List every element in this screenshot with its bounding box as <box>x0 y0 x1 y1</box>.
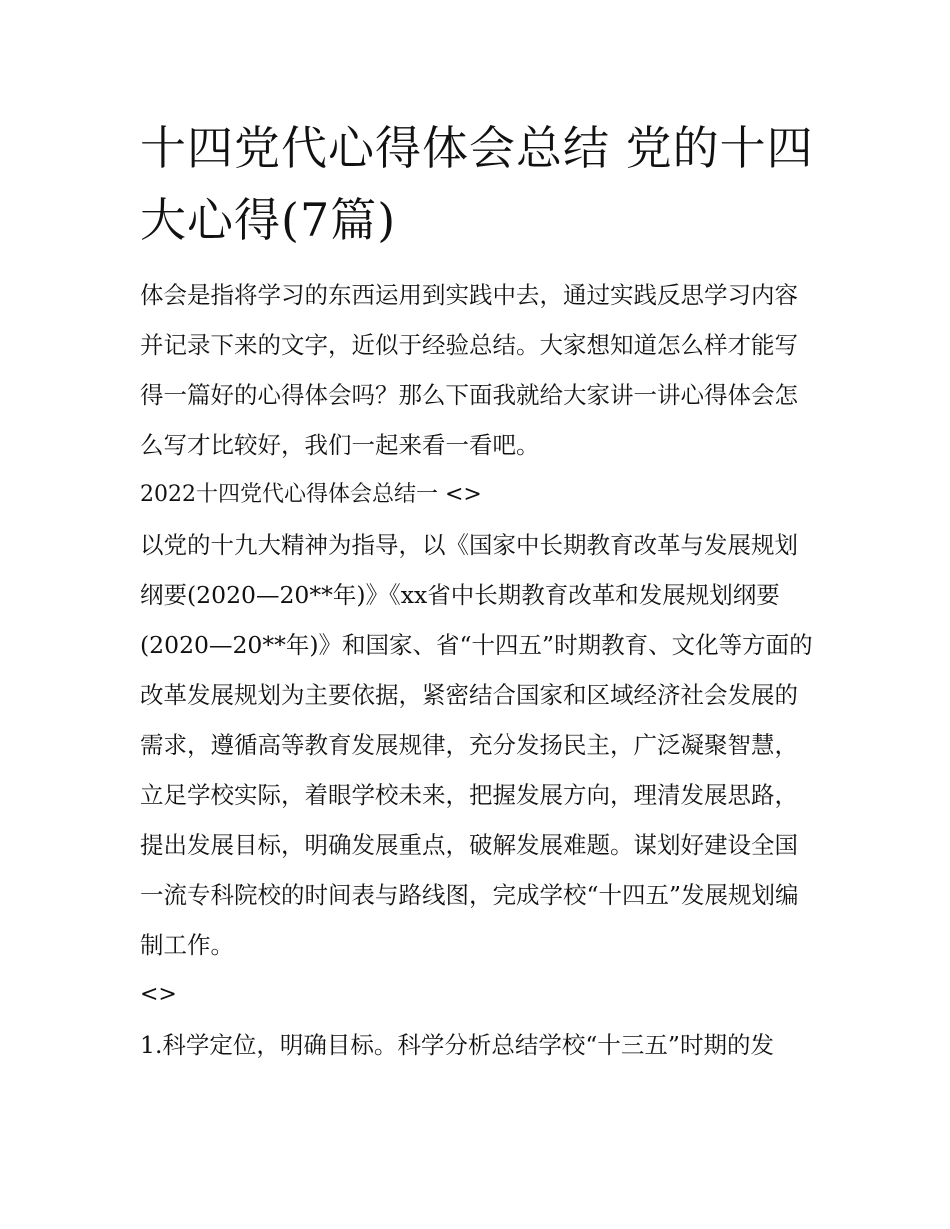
body-paragraph-2: 1.科学定位，明确目标。科学分析总结学校“十三五”时期的发 <box>140 1031 774 1059</box>
intro-paragraph: 体会是指将学习的东西运用到实践中去，通过实践反思学习内容并记录下来的文字，近似于经验总结。大家想知道怎么样才能写得一篇好的心得体会吗？那么下面我就给大家讲一讲心得体会怎么写才比较好，我们一起来看一看吧。 <box>140 281 798 459</box>
body-paragraph-1: 以党的十九大精神为指导，以《国家中长期教育改革与发展规划纲要(2020—20**年)》《xx省中长期教育改革和发展规划纲要(2020—20**年)》和国家、省“十四五”时期教育、文化等方面的改革发展规划为主要依据，紧密结合国家和区域经济社会发展的需求，遵循高等教育发展规律，充分发扬民主，广泛凝聚智慧，立足学校实际，着眼学校未来，把握发展方向，理清发展思路，提出发展目标，明确发展重点，破解发展难题。谋划好建设全国一流专科院校的时间表与路线图，完成学校“十四五”发展规划编制工作。 <box>140 531 813 959</box>
section-heading: 2022十四党代心得体会总结一 <> <box>140 482 482 507</box>
document-page <box>140 112 816 1070</box>
section-marker: <> <box>140 982 177 1007</box>
document-title: 十四党代心得体会总结 党的十四大心得(7篇) <box>140 121 814 247</box>
